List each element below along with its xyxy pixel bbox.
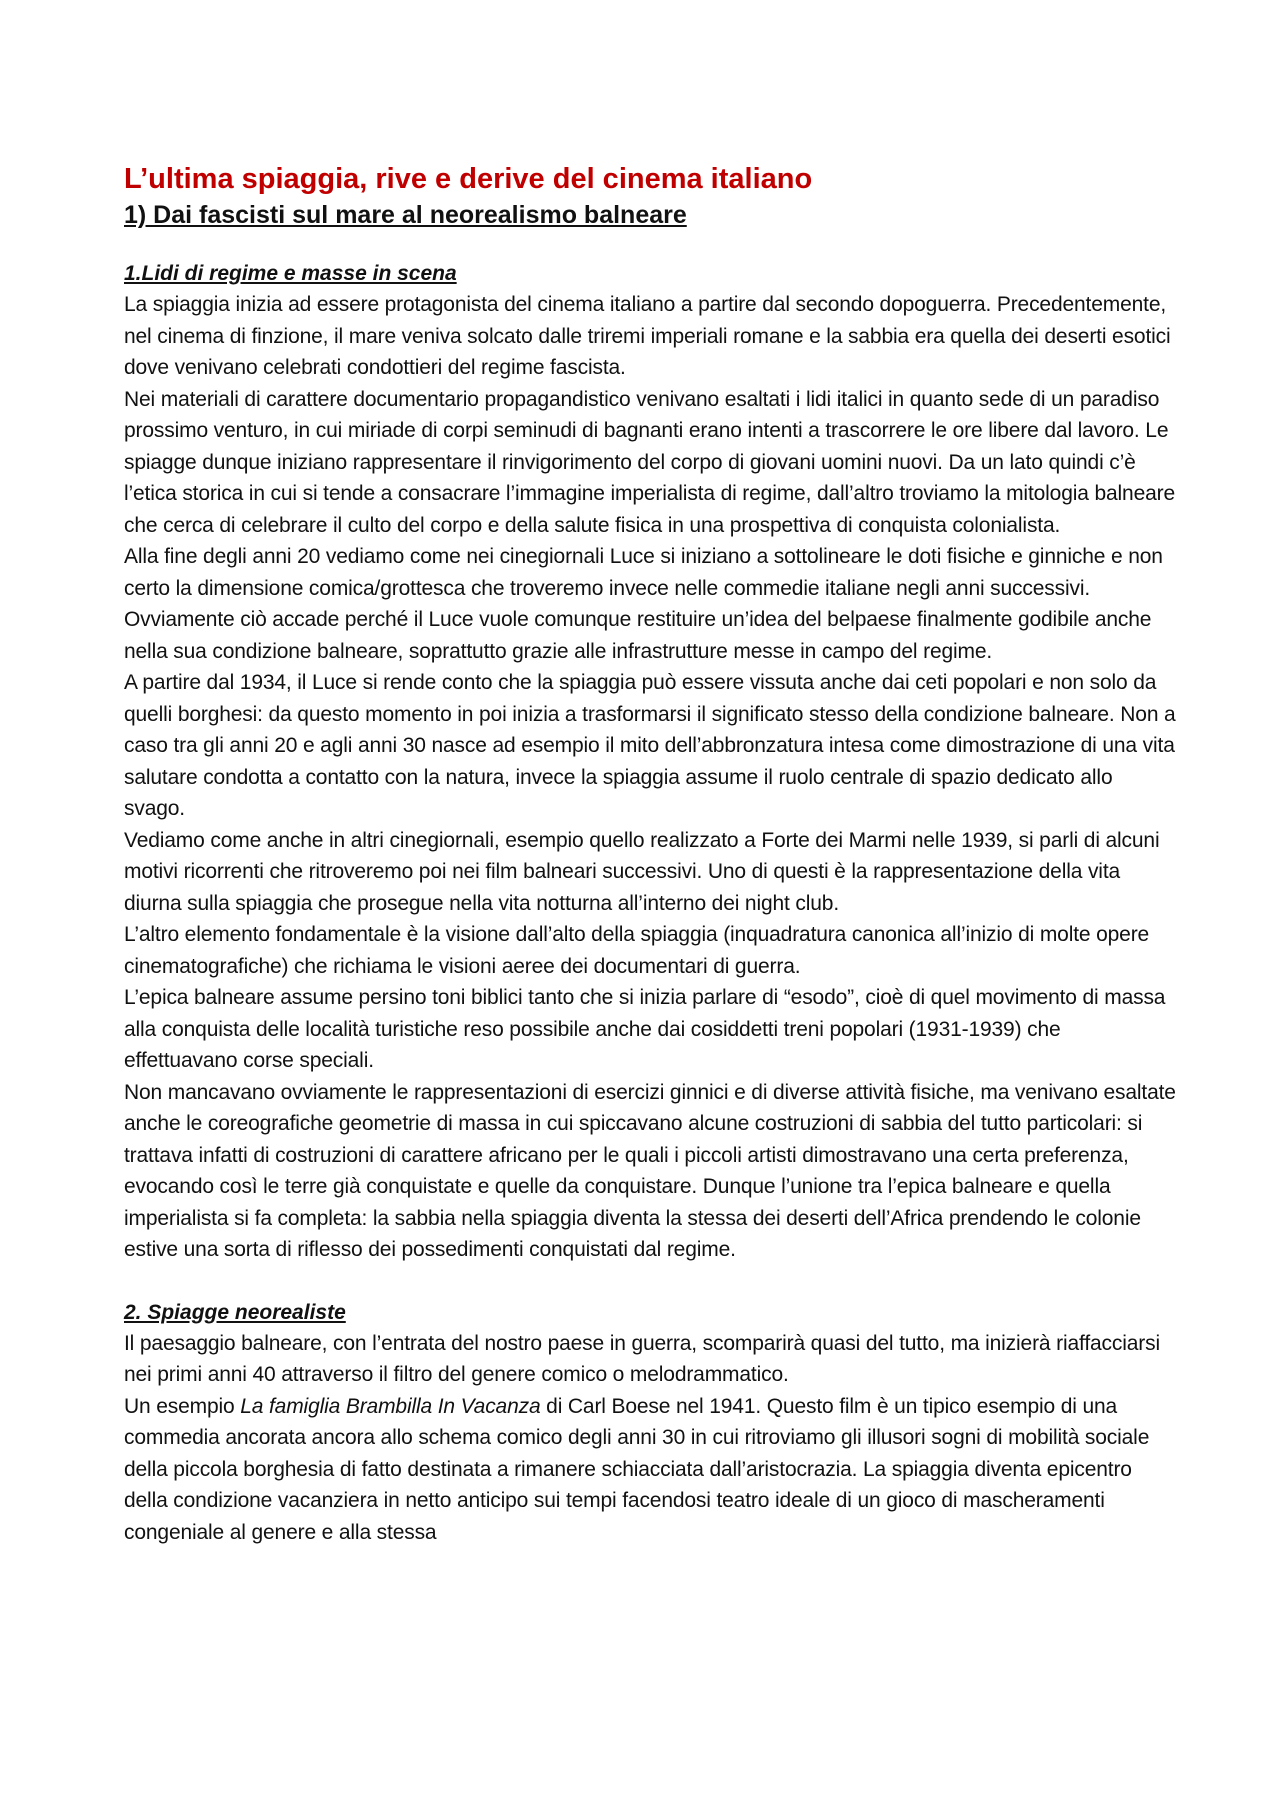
- paragraph: Alla fine degli anni 20 vediamo come nei cinegiornali Luce si iniziano a sottolineare le doti fisiche e ginniche e non certo la dimensione comica/grottesca che troveremo invece nelle commedie italiane negli anni successivi. Ovviamente ciò accade perché il Luce vuole comunque restituire un’idea del belpaese finalmente godibile anche nella sua condizione balneare, soprattutto grazie alle infrastrutture messe in campo del regime.: [124, 545, 1163, 663]
- section-spacer: [124, 1266, 1176, 1297]
- paragraph: L’epica balneare assume persino toni biblici tanto che si inizia parlare di “esodo”, cioè di quel movimento di massa alla conquista delle località turistiche reso possibile anche dai cosiddetti treni popolari (1931-1939) che effettuavano corse speciali.: [124, 986, 1166, 1072]
- paragraph-with-film-title: [124, 1391, 1176, 1549]
- paragraph-text: Un esempio: [124, 1394, 241, 1418]
- paragraph: Vediamo come anche in altri cinegiornali, esempio quello realizzato a Forte dei Marmi nelle 1939, si parli di alcuni motivi ricorrenti che ritroveremo poi nei film balneari successivi. Uno di questi è la rappresentazione della vita diurna sulla spiaggia che prosegue nella vita notturna all’interno dei night club.: [124, 828, 1160, 915]
- section-heading: 1.Lidi di regime e masse in scena: [124, 262, 457, 285]
- paragraph: La spiaggia inizia ad essere protagonista del cinema italiano a partire dal secondo dopoguerra. Precedentemente, nel cinema di finzione, il mare veniva solcato dalle triremi imperiali romane e la sabbia era quella dei deserti esotici dove venivano celebrati condottieri del regime fascista.: [124, 293, 1171, 379]
- document-page: [124, 160, 1176, 1548]
- chapter-title: 1) Dai fascisti sul mare al neorealismo balneare: [124, 201, 687, 229]
- paragraph: Nei materiali di carattere documentario propagandistico venivano esaltati i lidi italici in quanto sede di un paradiso prossimo venturo, in cui miriade di corpi seminudi di bagnanti erano intenti a trascorrere le ore libere dal lavoro. Le spiagge dunque iniziano rappresentare il rinvigorimento del corpo di giovani uomini nuovi. Da un lato quindi c’è l’etica storica in cui si tende a consacrare l’immagine imperialista di regime, dall’altro troviamo la mitologia balneare che cerca di celebrare il culto del corpo e della salute fisica in una prospettiva di conquista colonialista.: [124, 387, 1175, 537]
- paragraph: A partire dal 1934, il Luce si rende conto che la spiaggia può essere vissuta anche dai ceti popolari e non solo da quelli borghesi: da questo momento in poi inizia a trasformarsi il significato stesso della condizione balneare. Non a caso tra gli anni 20 e agli anni 30 nasce ad esempio il mito dell’abbronzatura intesa come dimostrazione di una vita salutare condotta a contatto con la natura, invece la spiaggia assume il ruolo centrale di spazio dedicato allo svago.: [124, 671, 1176, 820]
- section-spiagge-neorealiste: [124, 1297, 1176, 1549]
- paragraph-text: di Carl Boese nel 1941. Questo film è un tipico esempio di una commedia ancorata ancora allo schema comico degli anni 30 in cui ritroviamo gli illusori sogni di mobilità sociale della piccola borghesia di fatto destinata a rimanere schiacciata dall’aristocrazia. La spiaggia diventa epicentro della condizione vacanziera in netto anticipo sui tempi facendosi teatro ideale di un gioco di mascheramenti congeniale al genere e alla stessa: [124, 1394, 1150, 1544]
- paragraph: Il paesaggio balneare, con l’entrata del nostro paese in guerra, scomparirà quasi del tutto, ma inizierà riaffacciarsi nei primi anni 40 attraverso il filtro del genere comico o melodrammatico.: [124, 1331, 1160, 1386]
- document-title: L’ultima spiaggia, rive e derive del cinema italiano: [124, 163, 813, 195]
- film-title: La famiglia Brambilla In Vacanza: [240, 1394, 541, 1418]
- section-heading: 2. Spiagge neorealiste: [124, 1300, 346, 1324]
- paragraph: Non mancavano ovviamente le rappresentazioni di esercizi ginnici e di diverse attività fisiche, ma venivano esaltate anche le coreografiche geometrie di massa in cui spiccavano alcune costruzioni di sabbia del tutto particolari: si trattava infatti di costruzioni di carattere africano per le quali i piccoli artisti dimostravano una certa preferenza, evocando così le terre già conquistate e quelle da conquistare. Dunque l’unione tra l’epica balneare e quella imperialista si fa completa: la sabbia nella spiaggia diventa la stessa dei deserti dell’Africa prendendo le colonie estive una sorta di riflesso dei possedimenti conquistati dal regime.: [124, 1080, 1176, 1261]
- section-lidi-di-regime: [124, 258, 1176, 1266]
- paragraph: L’altro elemento fondamentale è la visione dall’alto della spiaggia (inquadratura canonica all’inizio di molte opere cinematografiche) che richiama le visioni aeree dei documentari di guerra.: [124, 923, 1150, 978]
